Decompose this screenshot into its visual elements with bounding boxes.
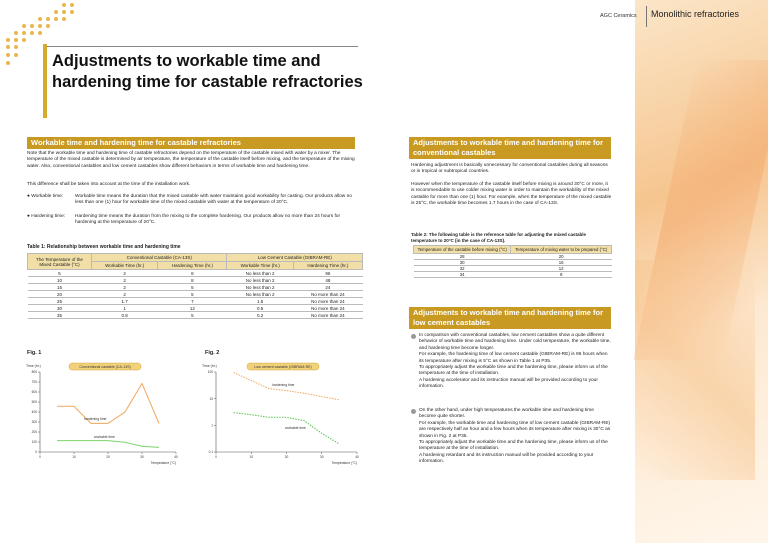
- table-cell: 2: [92, 284, 158, 291]
- legend-label: Low cement castable (GIBRAM-RE): [254, 365, 312, 369]
- section-label: Monolithic refractories: [651, 9, 740, 19]
- table-cell: 35: [28, 312, 92, 319]
- x-tick-label: 20: [106, 455, 110, 459]
- table-cell: 0.8: [92, 312, 158, 319]
- y-tick-label: 400: [31, 410, 37, 415]
- table-cell: 5: [158, 284, 227, 291]
- paragraph: A hardening accelerator and its instruction manual will be provided according to your information.: [419, 377, 598, 390]
- legend-label: Conventional castable (CA-13S): [79, 365, 131, 369]
- page-title-line2: hardening time for castable refractories: [52, 73, 363, 91]
- conventional-paragraph-1: Hardening adjustment is basically unnecessary for conventional castables during all seasons or in tropical or subtropical countries.: [411, 163, 608, 175]
- definition-term-workable: ● Workable time:: [27, 194, 64, 199]
- series-label: workable time: [285, 426, 306, 430]
- paragraph: To appropriately adjust the workable time and the hardening time, please inform us of the temperature at the time of installation.: [419, 440, 608, 452]
- series-label: workable time: [94, 435, 115, 439]
- table-cell: 16: [511, 260, 612, 266]
- x-tick-label: 0: [39, 455, 41, 459]
- y-tick-label: 10: [209, 396, 213, 401]
- table-cell: 5: [158, 312, 227, 319]
- definition-term-text: Hardening time:: [31, 214, 66, 219]
- table-cell: 25: [28, 298, 92, 305]
- table-cell: 15: [28, 284, 92, 291]
- definition-workable: Workable time means the duration that the mixed castable with water maintains good workability for casting. Our products allow no less than one (1) hour for workable time of the mixed castable with water at the temperature of 20°C.: [75, 194, 352, 206]
- page-title-line1: Adjustments to workable time and: [52, 52, 321, 70]
- y-tick-label: 0: [35, 450, 37, 455]
- x-tick-label: 10: [72, 455, 76, 459]
- table-cell: 8: [158, 270, 227, 277]
- series-label: hardening time: [272, 383, 295, 387]
- table-cell: 2: [92, 277, 158, 284]
- decorative-gradient-panel: [635, 0, 768, 543]
- table-cell: 32: [414, 266, 511, 272]
- table-row: [28, 270, 363, 277]
- decorative-band: [635, 260, 755, 480]
- y-axis-label: Time (hr.): [26, 364, 41, 368]
- x-tick-label: 10: [249, 455, 254, 459]
- x-tick-label: 40: [355, 455, 359, 459]
- paragraph: To appropriately adjust the workable time and the hardening time, please inform us of the temperature at the time of installation.: [419, 365, 608, 377]
- paragraph: In comparison with conventional castables, low cement castables show a quite different behavior of workable time and hardening time. Under cold temperature, the workable time, and hardening time become longer.: [419, 333, 611, 351]
- table-row: [28, 312, 363, 319]
- intro-note: This difference shall be taken into account at the time of the installation work.: [27, 182, 191, 187]
- section-heading-conventional: Adjustments to workable time and hardening time for conventional castables: [409, 137, 611, 159]
- table-cell: 5: [28, 270, 92, 277]
- table-header: Hardening Time (hr.): [158, 262, 227, 270]
- y-tick-label: 300: [31, 420, 37, 425]
- definition-hardening: Hardening time means the duration from the mixing to the complete hardening. Our products allow no more than 24 hours for hardening at the temperature of 20°C.: [75, 214, 341, 226]
- paragraph: For example, the workable time and hardening time of low cement castable (GIBRAM-RE) are respectively half an hour and a few hours when its temperature after mixing is 30°C as shown in Fig. 2 at P35.: [419, 420, 611, 439]
- table-cell: 1.5: [227, 298, 293, 305]
- fig1-label: Fig. 1: [27, 350, 42, 356]
- definition-term-text: Workable time:: [31, 194, 64, 199]
- table-header: The Temperature of the Mixed Castable (°C): [28, 254, 92, 270]
- table-cell: No less than 2: [227, 277, 293, 284]
- table-cell: 2: [92, 291, 158, 298]
- fig2-chart: [200, 360, 365, 470]
- low-cement-bullet-2: [419, 408, 612, 466]
- y-tick-label: 600: [31, 390, 37, 395]
- paragraph: For example, the hardening time of low cement castable (GIBRAM-RE) is 96 hours when its temperature after mixing is 5°C as shown in Table 1 at P35.: [419, 352, 608, 364]
- table-cell: 12: [158, 305, 227, 312]
- y-tick-label: 1: [211, 423, 213, 428]
- table-cell: 1.7: [92, 298, 158, 305]
- table-cell: 9: [511, 272, 612, 278]
- table-cell: 2: [92, 270, 158, 277]
- table-cell: No more than 24: [293, 298, 362, 305]
- table-row: [414, 272, 612, 278]
- table-cell: No more than 24: [293, 312, 362, 319]
- table-header: Temperature of mixing water to be prepared (°C): [511, 246, 612, 254]
- section-heading-low-cement: Adjustments to workable time and hardening time for low cement castables: [409, 307, 611, 329]
- table-cell: No more than 24: [293, 291, 362, 298]
- table-workable-hardening: [27, 253, 363, 319]
- y-axis-label: Time (hr.): [202, 364, 217, 368]
- y-tick-label: 800: [31, 370, 37, 375]
- table-cell: 1: [92, 305, 158, 312]
- table-row: [28, 284, 363, 291]
- x-tick-label: 30: [140, 455, 144, 459]
- table-cell: 24: [293, 284, 362, 291]
- table-row: [28, 305, 363, 312]
- title-rule: [43, 46, 358, 47]
- series-line-hardening: [57, 383, 159, 423]
- section-heading-workable: Workable time and hardening time for castable refractories: [27, 137, 355, 149]
- table-cell: 20: [28, 291, 92, 298]
- table-cell: 48: [293, 277, 362, 284]
- low-cement-bullet-1: [419, 333, 612, 391]
- series-label: hardening time: [84, 417, 107, 421]
- table-row: [28, 277, 363, 284]
- y-tick-label: 0.1: [208, 450, 213, 455]
- table-cell: 10: [28, 277, 92, 284]
- table-cell: No more than 24: [293, 305, 362, 312]
- x-axis-label: Temperature (°C): [150, 461, 176, 465]
- y-tick-label: 700: [31, 380, 37, 385]
- table-cell: 0.2: [227, 312, 293, 319]
- page-title: [52, 51, 372, 93]
- table-cell: No less than 2: [227, 284, 293, 291]
- paragraph: On the other hand, under high temperatures the workable time and hardening time become quite shorter.: [419, 408, 594, 420]
- title-accent-bar: [43, 44, 47, 118]
- fig1-chart: [24, 360, 184, 470]
- table-header: Workable Time (hr.): [92, 262, 158, 270]
- header-divider: [646, 6, 647, 27]
- conventional-paragraph-2: However when the temperature of the castable itself before mixing is around 30°C or more, it is recommendable to use colder mixing water in order to maintain the workability of the mixed castable for more than one (1) hour. For example, when the temperature of the mixed castable is 25°C, the workable time becomes 1.7 hours in the case of CA-13S.: [411, 182, 612, 207]
- table-cell: No less than 2: [227, 270, 293, 277]
- table-header: Workable Time (hr.): [227, 262, 293, 270]
- table-header: Temperature of the castable before mixing (°C): [414, 246, 511, 254]
- x-tick-label: 0: [215, 455, 217, 459]
- x-tick-label: 30: [319, 455, 324, 459]
- table-header: Low Cement Castable (GIBRAM-RE): [227, 254, 363, 262]
- bullet-icon: [411, 409, 416, 414]
- table-cell: 30: [414, 260, 511, 266]
- x-tick-label: 20: [284, 455, 289, 459]
- paragraph: A hardening retardant and its instruction manual will be provided according to your information.: [419, 452, 594, 465]
- y-tick-label: 100: [31, 440, 37, 445]
- table-cell: No less than 2: [227, 291, 293, 298]
- table-cell: 30: [28, 305, 92, 312]
- brand-label: AGC Ceramics: [600, 13, 637, 19]
- table-cell: 8: [158, 277, 227, 284]
- y-tick-label: 500: [31, 400, 37, 405]
- table-cell: 0.5: [227, 305, 293, 312]
- definition-term-hardening: ● Hardening time:: [27, 214, 66, 219]
- table-cell: 5: [158, 291, 227, 298]
- table-row: [28, 298, 363, 305]
- table-cell: 28: [414, 254, 511, 260]
- table-cell: 34: [414, 272, 511, 278]
- series-line-workable: [57, 441, 159, 448]
- x-axis-label: Temperature (°C): [331, 461, 357, 465]
- table-row: [28, 291, 363, 298]
- table1-caption: Table 1: Relationship between workable time and hardening time: [27, 244, 181, 250]
- y-tick-label: 100: [207, 370, 213, 375]
- table-cell: 20: [511, 254, 612, 260]
- intro-paragraph: Note that the workable time and hardening time of castable refractories depend on the temperature of the castable mixed with water by a mixer. The temperature of the mixed castable is determined by air temperature, the temperature of the castable itself before mixing, and the temperature of the mixing water. Also, conventional castables and low cement castables show different behaviors in terms of workable time and hardening time.: [27, 151, 355, 169]
- table-cell: 7: [158, 298, 227, 305]
- table2-caption: Table 2: The following table is the reference table for adjusting the mixed castable temperature to 20°C (in the case of CA-13S).: [411, 232, 586, 243]
- bullet-icon: [411, 334, 416, 339]
- x-tick-label: 40: [174, 455, 178, 459]
- table-cell: 12: [511, 266, 612, 272]
- table-cell: 96: [293, 270, 362, 277]
- fig2-label: Fig. 2: [205, 350, 220, 356]
- table-header: Hardening Time (hr.): [293, 262, 362, 270]
- table-header: Conventional Castable (CA-13S): [92, 254, 227, 262]
- table-mixing-water: [413, 245, 612, 278]
- y-tick-label: 200: [31, 430, 37, 435]
